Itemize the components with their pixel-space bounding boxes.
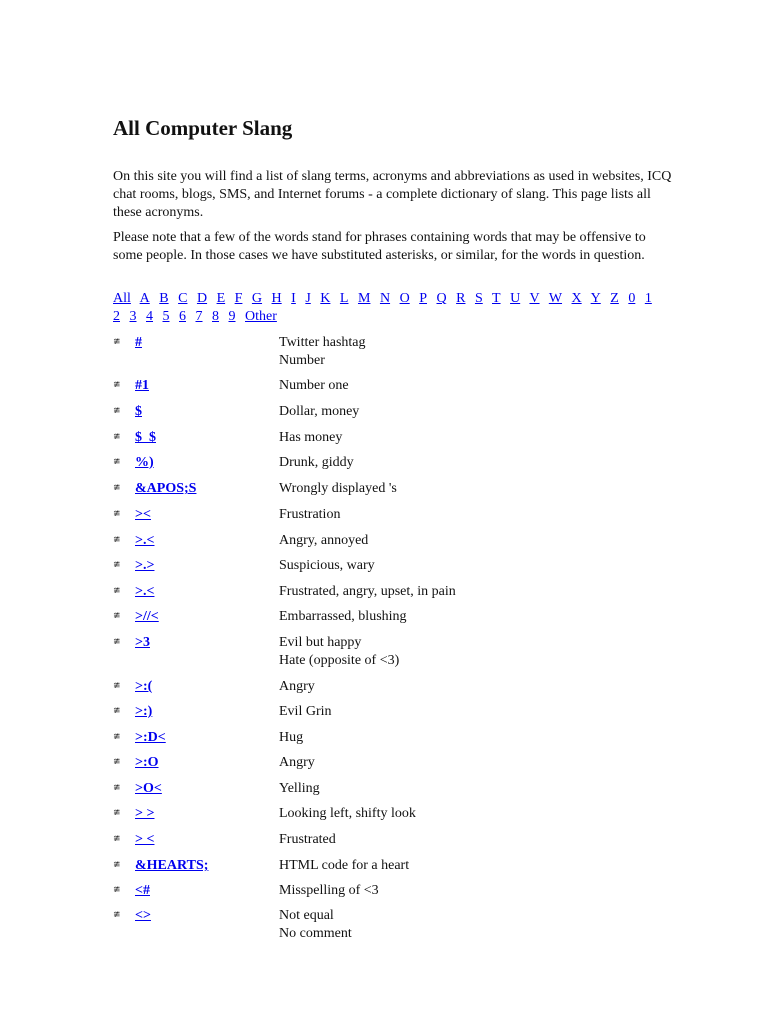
index-link-7[interactable]: 7 <box>195 309 203 324</box>
index-link-s[interactable]: S <box>474 291 483 306</box>
bullet-icon: ≇ <box>113 431 121 441</box>
definition-text: No comment <box>279 926 352 941</box>
index-link-other[interactable]: Other <box>245 309 277 324</box>
bullet-icon: ≇ <box>113 833 121 843</box>
definition-text: Hate (opposite of <3) <box>279 653 400 668</box>
term-definitions <box>279 429 342 447</box>
index-link-8[interactable]: 8 <box>212 309 219 324</box>
index-link-v[interactable]: V <box>529 291 540 306</box>
bullet-icon: ≇ <box>113 807 121 817</box>
definition-text: Twitter hashtag <box>279 335 366 350</box>
term-definitions <box>279 480 397 498</box>
definition-text: Frustrated <box>279 832 336 847</box>
bullet-icon: ≇ <box>113 482 121 492</box>
term-link[interactable]: $ <box>135 404 142 419</box>
index-link-p[interactable]: P <box>419 291 427 306</box>
term-definitions <box>279 857 409 875</box>
index-link-i[interactable]: I <box>291 291 296 306</box>
definition-text: Looking left, shifty look <box>279 806 416 821</box>
term-link[interactable]: >:) <box>135 704 153 719</box>
term-link[interactable]: <# <box>135 883 150 898</box>
bullet-icon: ≇ <box>113 610 121 620</box>
index-link-t[interactable]: T <box>492 291 501 306</box>
term-link[interactable]: >.> <box>135 558 155 573</box>
term-definitions <box>279 780 320 798</box>
index-link-o[interactable]: O <box>399 291 410 306</box>
term-link[interactable]: >< <box>135 507 151 522</box>
term-link[interactable]: >:O <box>135 755 159 770</box>
bullet-icon: ≇ <box>113 756 121 766</box>
definition-text: Suspicious, wary <box>279 558 375 573</box>
index-link-3[interactable]: 3 <box>129 309 137 324</box>
bullet-icon: ≇ <box>113 379 121 389</box>
definition-text: Frustrated, angry, upset, in pain <box>279 584 456 599</box>
bullet-icon: ≇ <box>113 884 121 894</box>
term-link[interactable]: >.< <box>135 584 155 599</box>
term-definitions <box>279 532 368 550</box>
index-link-q[interactable]: Q <box>436 291 447 306</box>
term-definitions <box>279 506 340 524</box>
index-link-9[interactable]: 9 <box>228 309 236 324</box>
term-definitions <box>279 454 354 472</box>
term-link[interactable]: #1 <box>135 378 149 393</box>
term-link[interactable]: >3 <box>135 635 150 650</box>
term-link[interactable]: > < <box>135 832 155 847</box>
definition-text: Angry <box>279 679 315 694</box>
definition-text: Embarrassed, blushing <box>279 609 407 624</box>
definition-text: Has money <box>279 430 343 445</box>
index-link-1[interactable]: 1 <box>644 291 652 306</box>
definition-text: Hug <box>279 730 304 745</box>
term-definitions <box>279 583 456 601</box>
term-definitions <box>279 403 359 421</box>
term-definitions <box>279 831 336 849</box>
term-definitions <box>279 557 375 575</box>
index-link-u[interactable]: U <box>510 291 521 306</box>
bullet-icon: ≇ <box>113 705 121 715</box>
index-link-m[interactable]: M <box>357 291 371 306</box>
term-definitions <box>279 907 352 943</box>
notice-paragraph: Please note that a few of the words stand for phrases containing words that may be offensive to some people. In those cases we have substituted asterisks, or similar, for the words in question. <box>113 230 646 263</box>
bullet-icon: ≇ <box>113 859 121 869</box>
definition-text: Not equal <box>279 908 334 923</box>
term-link[interactable]: >:D< <box>135 730 166 745</box>
term-link[interactable]: >:( <box>135 679 153 694</box>
term-definitions <box>279 703 332 721</box>
bullet-icon: ≇ <box>113 559 121 569</box>
bullet-icon: ≇ <box>113 731 121 741</box>
bullet-icon: ≇ <box>113 405 121 415</box>
page-title: All Computer Slang <box>113 116 293 140</box>
bullet-icon: ≇ <box>113 336 121 346</box>
definition-text: Misspelling of <3 <box>279 883 379 898</box>
definition-text: Angry <box>279 755 315 770</box>
bullet-icon: ≇ <box>113 508 121 518</box>
index-link-x[interactable]: X <box>571 291 582 306</box>
term-definitions <box>279 377 349 395</box>
index-link-z[interactable]: Z <box>610 291 619 306</box>
bullet-icon: ≇ <box>113 456 121 466</box>
index-link-c[interactable]: C <box>178 291 188 306</box>
definition-text: HTML code for a heart <box>279 858 410 873</box>
definition-text: Frustration <box>279 507 341 522</box>
index-link-r[interactable]: R <box>456 291 466 306</box>
term-definitions <box>279 729 303 747</box>
term-definitions <box>279 678 315 696</box>
definition-text: Wrongly displayed 's <box>279 481 397 496</box>
term-link[interactable]: %) <box>135 455 154 470</box>
index-link-a[interactable]: A <box>139 291 150 306</box>
term-definitions <box>279 608 407 626</box>
index-link-k[interactable]: K <box>320 291 331 306</box>
definition-text: Number <box>279 353 325 368</box>
definition-text: Evil Grin <box>279 704 332 719</box>
definition-text: Yelling <box>279 781 320 796</box>
index-link-all[interactable]: All <box>113 291 131 306</box>
index-link-n[interactable]: N <box>379 291 391 306</box>
bullet-icon: ≇ <box>113 534 121 544</box>
index-link-h[interactable]: H <box>271 291 282 306</box>
term-link[interactable]: $_$ <box>135 430 156 445</box>
index-link-g[interactable]: G <box>251 291 263 306</box>
term-link[interactable]: &APOS;S <box>135 481 197 496</box>
index-link-5[interactable]: 5 <box>162 309 170 324</box>
term-definitions <box>279 882 379 900</box>
term-definitions <box>279 754 315 772</box>
term-link[interactable]: >.< <box>135 533 155 548</box>
index-link-l[interactable]: L <box>339 291 349 306</box>
index-link-y[interactable]: Y <box>590 291 601 306</box>
bullet-icon: ≇ <box>113 909 121 919</box>
bullet-icon: ≇ <box>113 680 121 690</box>
index-link-d[interactable]: D <box>196 291 208 306</box>
term-definitions <box>279 805 416 823</box>
term-link[interactable]: > > <box>135 806 155 821</box>
index-link-0[interactable]: 0 <box>628 291 636 306</box>
bullet-icon: ≇ <box>113 782 121 792</box>
bullet-icon: ≇ <box>113 636 121 646</box>
term-link[interactable]: <> <box>135 908 151 923</box>
term-definitions <box>279 334 366 370</box>
definition-text: Angry, annoyed <box>279 533 369 548</box>
index-link-f[interactable]: F <box>234 291 243 306</box>
index-link-e[interactable]: E <box>216 291 226 306</box>
definition-text: Drunk, giddy <box>279 455 354 470</box>
term-definitions <box>279 634 399 670</box>
index-link-4[interactable]: 4 <box>146 309 153 324</box>
definition-text: Dollar, money <box>279 404 360 419</box>
intro-paragraph: On this site you will find a list of slang terms, acronyms and abbreviations as used in websites, ICQ chat rooms, blogs, SMS, and Internet forums - a complete dictionary of slang. This page lists all these acronyms. <box>113 169 672 220</box>
index-link-2[interactable]: 2 <box>113 309 120 324</box>
index-link-j[interactable]: J <box>305 291 311 306</box>
term-link[interactable]: &HEARTS; <box>135 858 209 873</box>
index-link-6[interactable]: 6 <box>179 309 186 324</box>
term-link[interactable]: >O< <box>135 781 162 796</box>
alphabet-index <box>113 290 673 326</box>
definition-text: Evil but happy <box>279 635 362 650</box>
term-link[interactable]: # <box>135 335 142 350</box>
definition-text: Number one <box>279 378 349 393</box>
index-link-w[interactable]: W <box>548 291 563 306</box>
term-link[interactable]: >//< <box>135 609 159 624</box>
bullet-icon: ≇ <box>113 585 121 595</box>
index-link-b[interactable]: B <box>159 291 169 306</box>
